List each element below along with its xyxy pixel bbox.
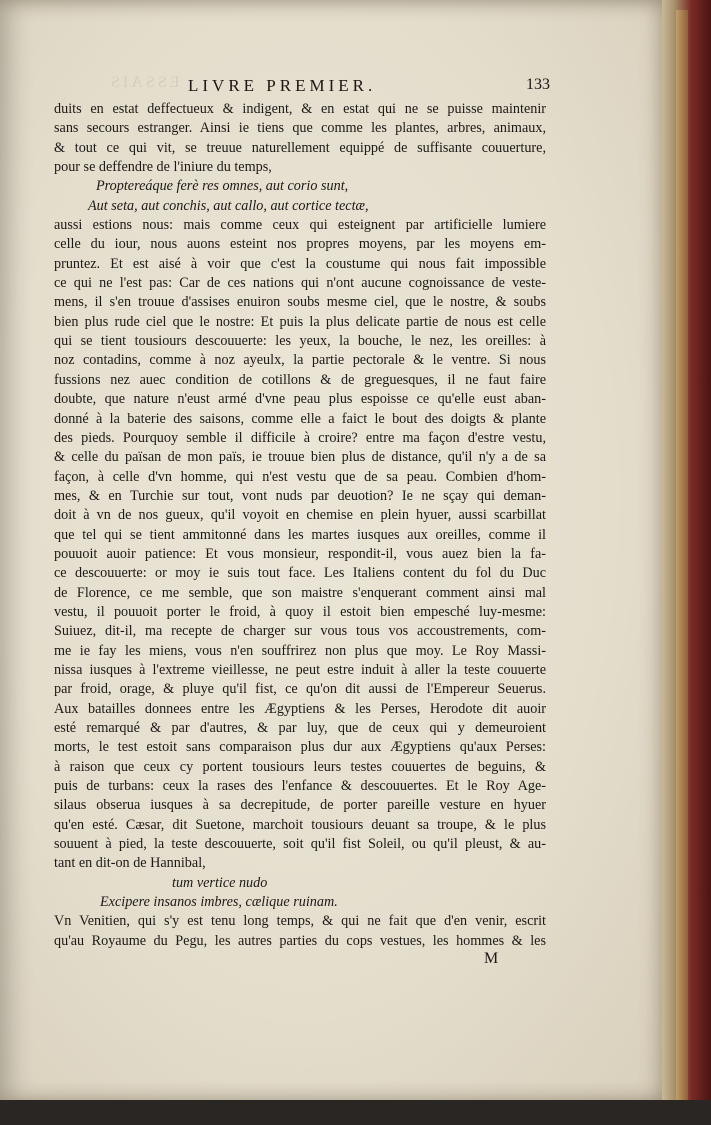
gilt-edge [676,10,688,1100]
text-line: noz contadins, comme à noz ayeulx, la partie pectorale & le ventre. Si nous [54,352,546,369]
verse-line: Aut seta, aut conchis, aut callo, aut cortice tectæ, [88,197,369,214]
body-text [54,100,546,951]
running-head: LIVRE PREMIER. [188,76,377,95]
text-line: façon, à celle d'vn homme, qui n'est vestu que de sa peau. Combien d'hom- [54,468,546,485]
text-line: qu'au Royaume du Pegu, les autres parties du cops vestues, les hommes & les [54,932,546,949]
text-line: nissa iusques à l'extreme vieillesse, ne peut estre induit à aller la teste couuerte [54,661,546,678]
text-line: par froid, orage, & pluye qu'il fist, ce qu'on dit aussi de l'Empereur Seuerus. [54,681,546,698]
text-line: souuent à pied, la teste descouuerte, soit qu'il fist Soleil, ou qu'il pleust, & au- [54,836,546,853]
text-line: mes, & en Turchie sur tout, vont nuds par deuotion? Ie ne sçay qui deman- [54,487,546,504]
page-header [100,76,550,102]
text-line: vestu, il pouuoit porter le froid, à quoy il estoit bien empesché luy-mesme: [54,603,546,620]
text-line: bien plus rude ciel que le nostre: Et puis la plus delicate partie de nous est celle [54,313,546,330]
text-line: silaus obserua iusques à sa decrepitude, de porter pareille vesture en hyuer [54,797,546,814]
text-line: & celle du païsan de mon païs, ie trouue bien plus de distance, qu'il n'y a de sa [54,449,546,466]
show-through-text: ESSAIS [108,74,180,91]
signature-mark: M [484,950,499,967]
text-line: pruntez. Et est aisé à voir que c'est la coustume qui nous fait impossible [54,255,546,272]
text-line: ce qui ne l'est pas: Car de ces nations qui n'ont aucune cognoissance de veste- [54,275,546,292]
text-line: & tout ce qui vit, se treuue naturellement equippé de suffisante couuerture, [54,139,546,156]
text-line: morts, le test estoit sans comparaison plus dur aux Ægyptiens qu'aux Perses: [54,739,546,756]
text-line: mens, il s'en trouue d'assises enuiron soubs mesme ciel, que le nostre, & soubs [54,294,546,311]
text-line: qui se tient tousiours descouuerte: les yeux, la bouche, le nez, les oreilles: à [54,333,546,350]
text-line: doit à vn de nos gueux, qu'il voyoit en chemise en plein hyuer, aussi scarbillat [54,507,546,524]
text-line: que tel qui se tient ammitonné dans les martes iusques aux oreilles, comme il [54,526,546,543]
text-line: fussions nez auec condition de cotillons & de greguesques, il ne faut faire [54,371,546,388]
text-line: duits en estat deffectueux & indigent, & en estat qui ne se puisse maintenir [54,101,546,117]
text-line: aussi estions nous: mais comme ceux qui esteignent par artificielle lumiere [54,217,546,234]
text-line: me ie fay les miens, vous n'en souffrirez non plus que moy. Le Roy Massi- [54,642,546,659]
text-line: celle du iour, nous auons esteint nos propres moyens, par les moyens em- [54,236,546,253]
text-line: ce descouuerte: or moy ie suis tout face. Les Italiens content du fol du Duc [54,565,546,582]
text-line: tant en dit-on de Hannibal, [54,855,206,872]
bottom-shadow [0,1100,711,1125]
verse-line: Proptereáque ferè res omnes, aut corio sunt, [96,178,349,195]
text-line: qu'en esté. Cæsar, dit Suetone, marchoit tousiours deuant sa troupe, & le plus [54,816,546,833]
text-line: Suiuez, dit-il, ma recepte de charger sur vous tous vos accoustrements, com- [54,623,546,640]
text-line: donné à la baterie des saisons, comme elle a faict le bout des doigts & plante [54,410,546,427]
text-line: sans secours estranger. Ainsi ie tiens que comme les plantes, arbres, animaux, [54,120,546,137]
text-line: pouuoit auoir patience: Et vous monsieur, respondit-il, vous auez bien la fa- [54,545,546,562]
page-number: 133 [526,76,550,93]
verse-line: tum vertice nudo [172,874,268,891]
text-line: de Florence, ce me semble, que son maistre s'enquerant comment ainsi mal [54,584,546,601]
text-line: à raison que ceux cy portent tousiours leurs testes couuertes de beguins, & [54,758,546,775]
text-line: Aux batailles donnees entre les Ægyptiens & les Perses, Herodote dit auoir [54,700,546,717]
text-line: puis de turbans: ceux la rases des l'enfance & descouuertes. Et le Roy Age- [54,778,546,795]
text-line: des pieds. Pourquoy semble il difficile à croire? entre ma façon d'estre vestu, [54,429,546,446]
text-line: esté remarqué & par d'autres, & par luy, que de ceux qui y demeuroient [54,720,546,736]
text-line: doubte, que nature n'eust armé d'vne peau plus espoisse ce qu'elle eust aban- [54,391,546,408]
verse-line: Excipere insanos imbres, cælique ruinam. [100,894,338,911]
text-line: Vn Venitien, qui s'y est tenu long temps, & qui ne fait que d'en venir, escrit [54,913,546,930]
text-line: pour se deffendre de l'iniure du temps, [54,159,272,176]
